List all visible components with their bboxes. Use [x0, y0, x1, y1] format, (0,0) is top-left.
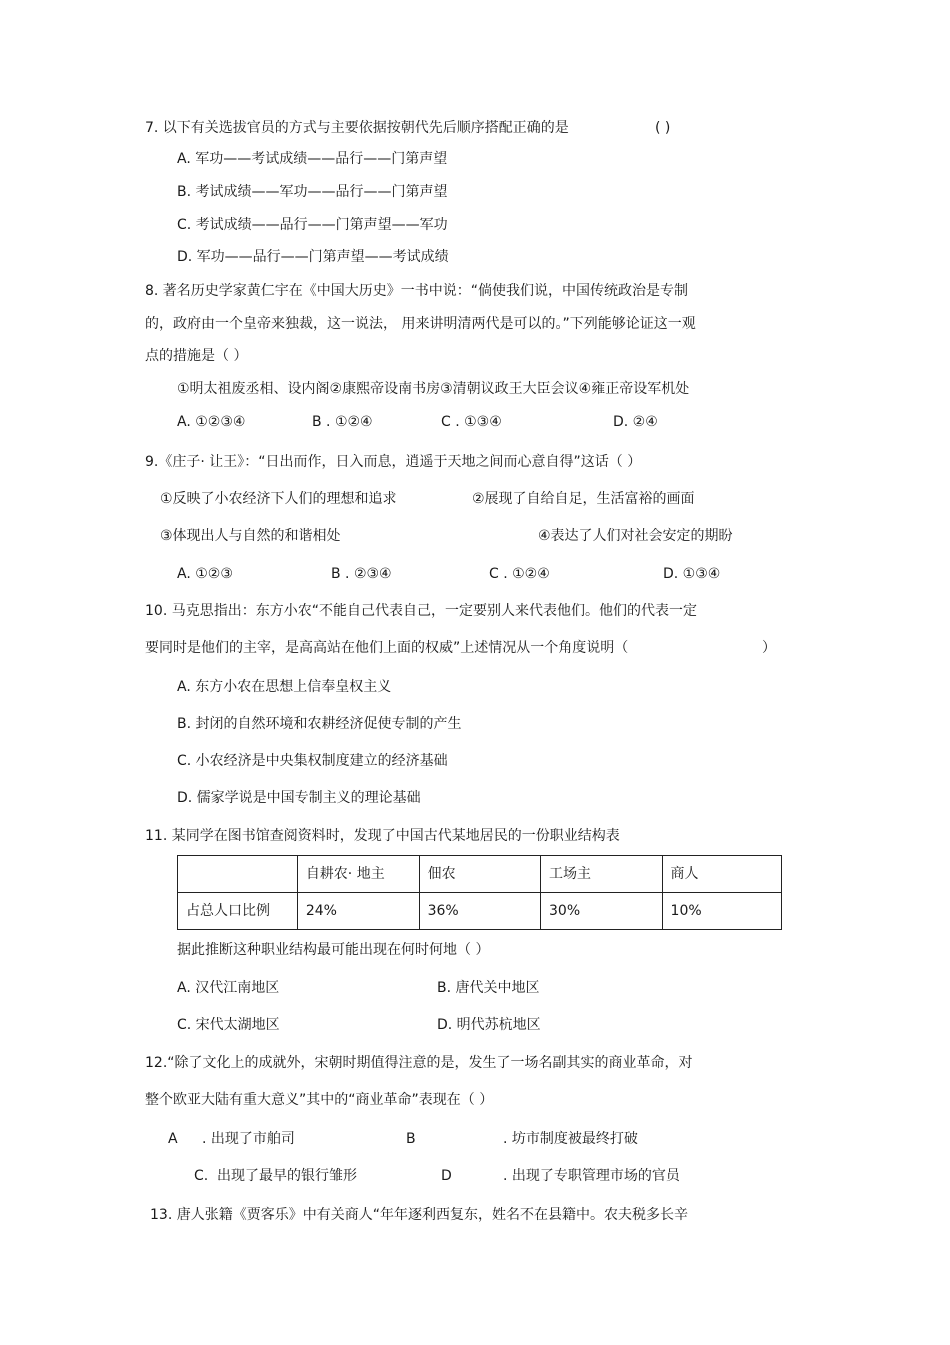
q7-answer-paren: ( ) [655, 120, 671, 136]
q9-item-2: ②展现了自给自足，生活富裕的画面 [472, 491, 695, 507]
q7-option-b: B. 考试成绩——军功——品行——门第声望 [177, 184, 448, 200]
q9-item-3: ③体现出人与自然的和谐相处 [160, 528, 341, 544]
q12-option-d-letter: D [441, 1168, 452, 1184]
q7-option-c: C. 考试成绩——品行——门第声望——军功 [177, 217, 448, 233]
table-cell: 占总人口比例 [178, 893, 298, 930]
q8-option-a: A. ①②③④ [177, 414, 246, 430]
q12-option-d-text: . 出现了专职管理市场的官员 [503, 1168, 680, 1184]
table-cell: 工场主 [541, 856, 663, 893]
q9-item-4: ④表达了人们对社会安定的期盼 [538, 528, 733, 544]
q12-option-c-letter: C. [194, 1168, 209, 1184]
table-cell: 商人 [662, 856, 781, 893]
q12-option-b-letter: B [406, 1131, 416, 1147]
q12-option-a-text: . 出现了市舶司 [202, 1131, 295, 1147]
table-header-row [178, 856, 782, 893]
table-row [178, 893, 782, 930]
q9-stem: 9.《庄子· 让王》：“日出而作，日入而息，逍遥于天地之间而心意自得”这话（ ） [145, 454, 642, 470]
table-cell: 36% [419, 893, 540, 930]
q7-option-a: A. 军功——考试成绩——品行——门第声望 [177, 151, 448, 167]
table-cell [178, 856, 298, 893]
q10-stem-line2: 要同时是他们的主宰，是高高站在他们上面的权威”上述情况从一个角度说明（ [145, 640, 629, 656]
q13-stem-line1: 13. 唐人张籍《贾客乐》中有关商人“年年逐利西复东，姓名不在县籍中。农夫税多长辛 [150, 1207, 688, 1223]
q10-option-a: A. 东方小农在思想上信奉皇权主义 [177, 679, 392, 695]
q8-option-b: B . ①②④ [312, 414, 373, 430]
q8-option-d: D. ②④ [613, 414, 658, 430]
table-cell: 佃农 [419, 856, 540, 893]
q9-option-b: B . ②③④ [331, 566, 392, 582]
q11-option-c: C. 宋代太湖地区 [177, 1017, 280, 1033]
q7-stem: 7. 以下有关选拔官员的方式与主要依据按朝代先后顺序搭配正确的是 [145, 120, 569, 136]
q12-stem-line2: 整个欧亚大陆有重大意义”其中的“商业革命”表现在（ ） [145, 1092, 494, 1108]
q7-option-d: D. 军功——品行——门第声望——考试成绩 [177, 249, 449, 265]
q11-option-b: B. 唐代关中地区 [437, 980, 540, 996]
q10-option-d: D. 儒家学说是中国专制主义的理论基础 [177, 790, 421, 806]
q10-option-b: B. 封闭的自然环境和农耕经济促使专制的产生 [177, 716, 462, 732]
q10-stem-line1: 10. 马克思指出：东方小农“不能自己代表自己，一定要别人来代表他们。他们的代表一定 [145, 603, 697, 619]
q12-stem-line1: 12.“除了文化上的成就外，宋朝时期值得注意的是，发生了一场名副其实的商业革命，对 [145, 1055, 693, 1071]
q11-option-d: D. 明代苏杭地区 [437, 1017, 541, 1033]
q9-option-d: D. ①③④ [663, 566, 721, 582]
q11-question: 据此推断这种职业结构最可能出现在何时何地（ ） [177, 942, 490, 958]
occupation-table [177, 855, 782, 930]
q8-items: ①明太祖废丞相、设内阁②康熙帝设南书房③清朝议政王大臣会议④雍正帝设军机处 [177, 381, 690, 397]
q11-option-a: A. 汉代江南地区 [177, 980, 280, 996]
q9-option-c: C . ①②④ [489, 566, 550, 582]
q9-item-1: ①反映了小农经济下人们的理想和追求 [160, 491, 397, 507]
q12-option-a-letter: A [168, 1131, 178, 1147]
table-cell: 10% [662, 893, 781, 930]
q12-option-c-text: 出现了最早的银行雏形 [217, 1168, 357, 1184]
q10-answer-paren-close: ） [762, 640, 776, 656]
q9-option-a: A. ①②③ [177, 566, 233, 582]
q8-option-c: C . ①③④ [441, 414, 502, 430]
q8-stem-line1: 8. 著名历史学家黄仁宇在《中国大历史》一书中说：“倘使我们说，中国传统政治是专制 [145, 283, 689, 299]
q12-option-b-text: . 坊市制度被最终打破 [503, 1131, 638, 1147]
q10-option-c: C. 小农经济是中央集权制度建立的经济基础 [177, 753, 448, 769]
q11-stem: 11. 某同学在图书馆查阅资料时，发现了中国古代某地居民的一份职业结构表 [145, 828, 620, 844]
q8-stem-line3: 点的措施是（ ） [145, 348, 248, 364]
table-cell: 24% [297, 893, 419, 930]
q8-stem-line2: 的，政府由一个皇帝来独裁，这一说法， 用来讲明清两代是可以的。”下列能够论证这一观 [145, 316, 696, 332]
table-cell: 自耕农· 地主 [297, 856, 419, 893]
table-cell: 30% [541, 893, 663, 930]
